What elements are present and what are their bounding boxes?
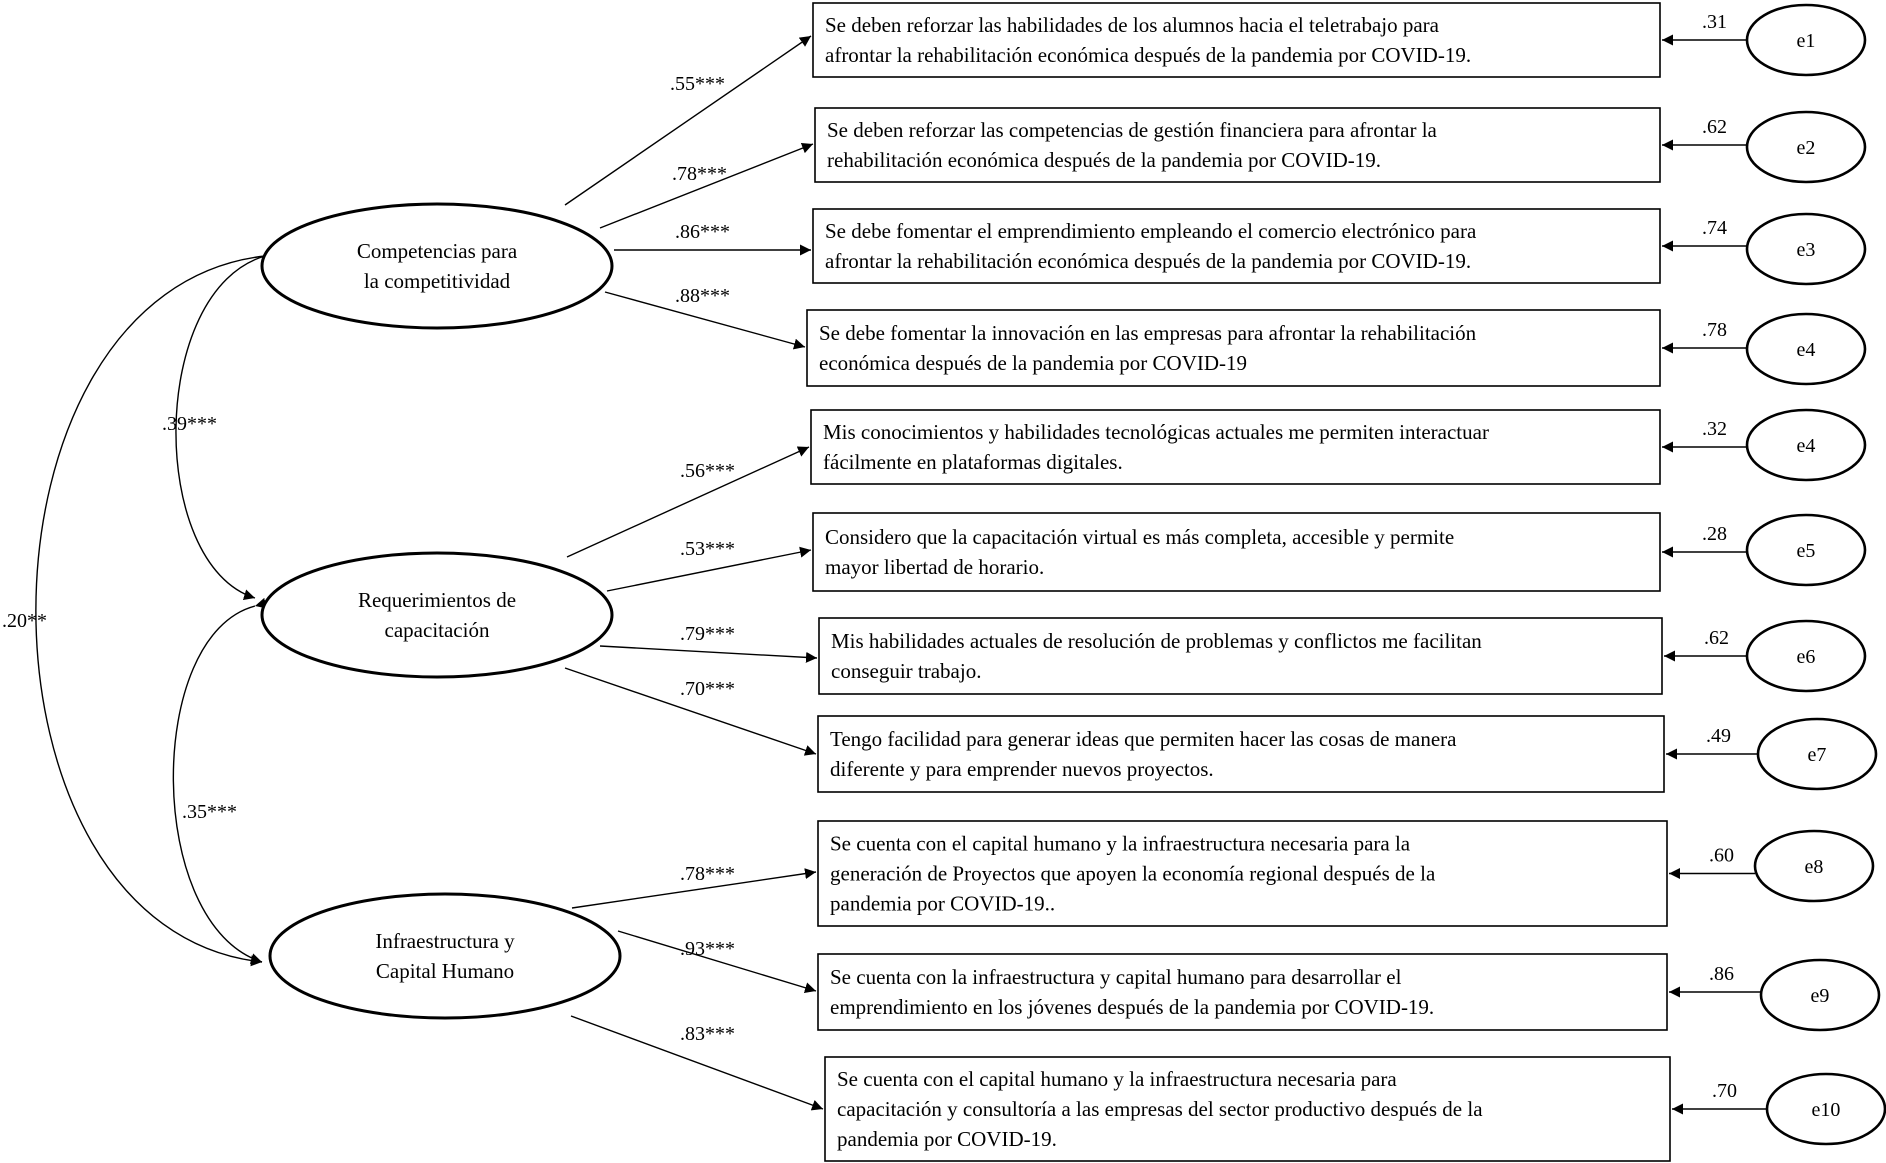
correlation-value: .20** [2,610,47,632]
factor-loading-label: .56*** [680,460,735,482]
indicator-text: Considero que la capacitación virtual es más completa, accesible y permite [825,525,1455,549]
indicator-text: Se debe fomentar el emprendimiento empleando el comercio electrónico para [825,219,1477,243]
factor-loading-label: .53*** [680,538,735,560]
factor-loading-label: .83*** [680,1023,735,1045]
correlation-arc [36,256,265,962]
error-variance-label: .70 [1712,1080,1737,1102]
latent-factor-ellipse [270,894,620,1018]
error-term-label: e8 [1804,856,1824,878]
error-term-label: e2 [1796,137,1816,159]
indicator-text: Se cuenta con el capital humano y la infraestructura necesaria para la [830,831,1411,856]
error-variance-label: .31 [1702,11,1727,33]
indicator-text: pandemia por COVID-19. [837,1127,1057,1151]
error-term-label: e9 [1810,985,1830,1007]
indicator-text: fácilmente en plataformas digitales. [823,450,1123,474]
latent-factor-label: Requerimientos de [357,588,517,612]
indicator-text: Se deben reforzar las competencias de gestión financiera para afrontar la [827,118,1437,142]
error-term-label: e1 [1796,30,1816,52]
error-variance-label: .86 [1709,963,1734,985]
factor-loading-label: .78*** [680,863,735,885]
indicator-text: capacitación y consultoría a las empresas del sector productivo después de la [837,1097,1483,1121]
indicator-text: Mis conocimientos y habilidades tecnológicas actuales me permiten interactuar [823,420,1489,444]
indicator-text: Se debe fomentar la innovación en las empresas para afrontar la rehabilitación [819,321,1477,345]
indicator-text: económica después de la pandemia por COVID-19 [819,351,1248,375]
factor-loading-label: .86*** [675,221,730,243]
indicator-text: generación de Proyectos que apoyen la economía regional después de la [830,861,1436,886]
factor-loading-label: .79*** [680,623,735,645]
factor-loading-label: .78*** [672,163,727,185]
latent-factor-label: capacitación [384,618,490,642]
factor-loading-label: .55*** [670,73,725,95]
error-variance-label: .74 [1702,217,1727,239]
correlation-value: .39*** [162,413,217,435]
latent-factor-label: Infraestructura y [375,929,515,953]
factor-loading-label: .93*** [680,938,735,960]
factor-loading-label: .70*** [680,678,735,700]
loading-arrow [600,144,813,228]
indicator-text: diferente y para emprender nuevos proyectos. [830,757,1214,781]
error-term-label: e7 [1807,744,1827,766]
indicator-text: afrontar la rehabilitación económica después de la pandemia por COVID-19. [825,43,1472,67]
error-term-label: e5 [1796,540,1816,562]
correlation-arc [173,606,262,962]
error-variance-label: .62 [1704,627,1729,649]
error-term-label: e10 [1811,1099,1841,1121]
loading-arrow [600,646,817,658]
latent-factor-label: Competencias para [356,239,518,263]
indicator-text: afrontar la rehabilitación económica después de la pandemia por COVID-19. [825,249,1472,273]
indicator-text: Mis habilidades actuales de resolución de problemas y conflictos me facilitan [831,629,1482,653]
error-term-label: e4 [1796,435,1816,457]
error-variance-label: .62 [1702,116,1727,138]
correlation-layer [2,256,265,962]
error-term-label: e4 [1796,339,1816,361]
indicator-text: mayor libertad de horario. [825,555,1045,579]
error-term-label: e3 [1796,239,1816,261]
latent-factor-ellipse [262,204,612,328]
latent-factor-label: Capital Humano [375,959,515,983]
indicator-text: conseguir trabajo. [831,659,982,683]
indicator-text: emprendimiento en los jóvenes después de la pandemia por COVID-19. [830,995,1435,1019]
error-variance-label: .28 [1702,523,1727,545]
indicator-text: pandemia por COVID-19.. [830,891,1056,916]
indicator-text: Tengo facilidad para generar ideas que permiten hacer las cosas de manera [830,727,1457,751]
correlation-value: .35*** [182,801,237,823]
factor-loading-label: .88*** [675,285,730,307]
indicator-text: Se deben reforzar las habilidades de los alumnos hacia el teletrabajo para [825,13,1439,37]
error-variance-label: .49 [1706,725,1731,747]
error-term-label: e6 [1796,646,1816,668]
error-variance-label: .60 [1709,844,1734,867]
error-variance-label: .32 [1702,418,1727,440]
indicator-text: Se cuenta con la infraestructura y capital humano para desarrollar el [830,965,1402,989]
latent-factor-ellipse [262,553,612,677]
latent-factor-label: la competitividad [363,269,511,293]
indicator-text: rehabilitación económica después de la pandemia por COVID-19. [827,148,1381,172]
error-variance-label: .78 [1702,319,1727,341]
indicator-text: Se cuenta con el capital humano y la infraestructura necesaria para [837,1067,1397,1091]
nodes-layer [262,3,1885,1161]
